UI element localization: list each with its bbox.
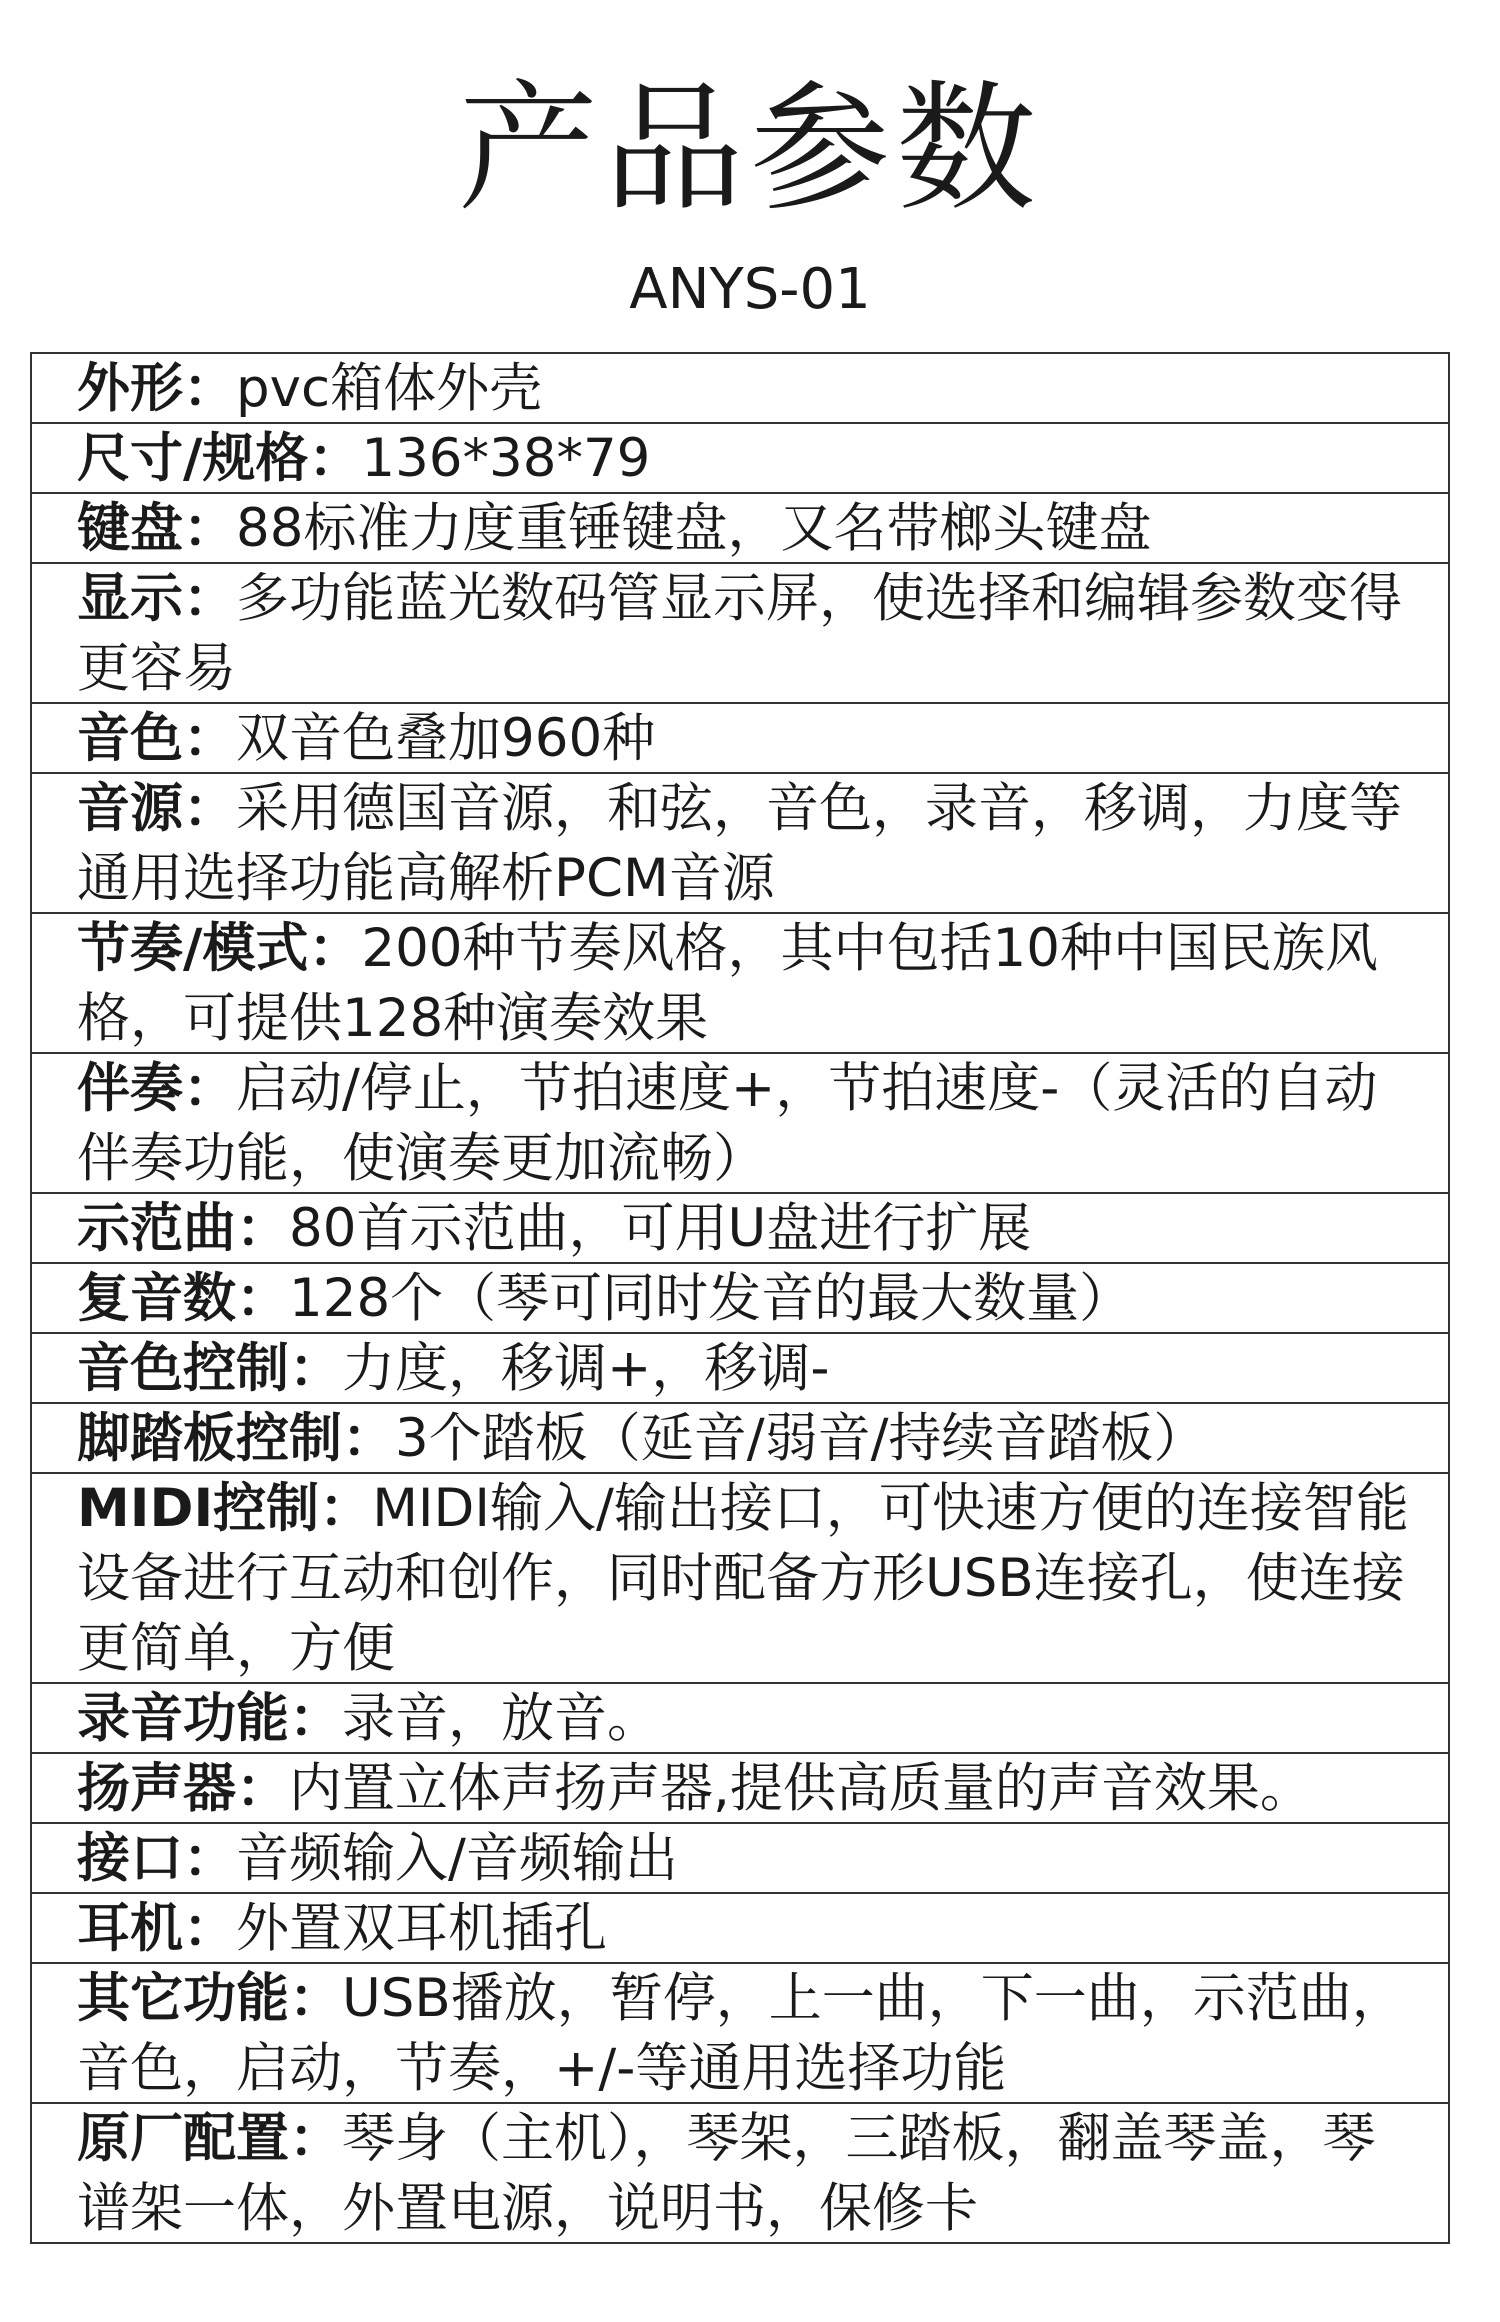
spec-value: 外置双耳机插孔	[236, 1898, 607, 1959]
model-code: ANYS-01	[629, 257, 871, 322]
spec-row-sound-source	[32, 774, 1450, 914]
spec-row-shape	[32, 354, 1450, 424]
spec-row-recording	[32, 1684, 1450, 1754]
spec-key: 显示：	[77, 568, 236, 629]
spec-key: 尺寸/规格：	[77, 428, 362, 489]
spec-key: 音色控制：	[77, 1338, 342, 1399]
page-title: 产品参数	[457, 68, 1042, 231]
spec-value: 3个踏板（延音/弱音/持续音踏板）	[395, 1408, 1207, 1469]
spec-row-demo-songs	[32, 1194, 1450, 1264]
spec-key: 节奏/模式：	[77, 918, 362, 979]
spec-row-pedal-control	[32, 1404, 1450, 1474]
spec-row-rhythm	[32, 914, 1450, 1054]
spec-value: 128个（琴可同时发音的最大数量）	[289, 1268, 1133, 1329]
spec-row-tone	[32, 704, 1450, 774]
spec-key: 扬声器：	[77, 1758, 289, 1819]
spec-row-midi	[32, 1474, 1450, 1684]
spec-row-headphone	[32, 1894, 1450, 1964]
spec-key: MIDI控制：	[77, 1478, 373, 1539]
spec-key: 外形：	[77, 358, 236, 419]
spec-key: 录音功能：	[77, 1688, 342, 1749]
spec-value: 琴身（主机），琴架，三踏板，翻盖琴盖，琴谱架一体，外置电源，说明书，保修卡	[77, 2108, 1376, 2239]
spec-value: 内置立体声扬声器,提供高质量的声音效果。	[289, 1758, 1313, 1819]
spec-key: 脚踏板控制：	[77, 1408, 395, 1469]
spec-key: 接口：	[77, 1828, 236, 1889]
spec-key: 耳机：	[77, 1898, 236, 1959]
spec-value: pvc箱体外壳	[236, 358, 543, 419]
spec-row-other-functions	[32, 1964, 1450, 2104]
spec-row-keyboard	[32, 494, 1450, 564]
spec-value: 136*38*79	[361, 428, 651, 489]
spec-key: 其它功能：	[77, 1968, 342, 2029]
spec-row-speaker	[32, 1754, 1450, 1824]
spec-row-size	[32, 424, 1450, 494]
spec-value: 双音色叠加960种	[236, 708, 656, 769]
spec-table	[30, 352, 1450, 2244]
spec-row-polyphony	[32, 1264, 1450, 1334]
spec-value: 多功能蓝光数码管显示屏，使选择和编辑参数变得更容易	[77, 568, 1402, 699]
spec-value: MIDI输入/输出接口，可快速方便的连接智能设备进行互动和创作，同时配备方形USB连接孔，使连接更简单，方便	[77, 1478, 1409, 1679]
spec-value: 80首示范曲，可用U盘进行扩展	[289, 1198, 1032, 1259]
spec-key: 伴奏：	[77, 1058, 236, 1119]
spec-value: USB播放，暂停，上一曲，下一曲，示范曲，音色，启动，节奏，+/-等通用选择功能	[77, 1968, 1405, 2099]
spec-value: 启动/停止，节拍速度+，节拍速度-（灵活的自动伴奏功能，使演奏更加流畅）	[77, 1058, 1378, 1189]
spec-key: 示范曲：	[77, 1198, 289, 1259]
spec-row-display	[32, 564, 1450, 704]
spec-row-tone-control	[32, 1334, 1450, 1404]
spec-value: 88标准力度重锤键盘，又名带榔头键盘	[236, 498, 1152, 559]
spec-key: 原厂配置：	[77, 2108, 342, 2169]
spec-key: 音源：	[77, 778, 236, 839]
spec-value: 200种节奏风格，其中包括10种中国民族风格，可提供128种演奏效果	[77, 918, 1378, 1049]
spec-row-factory-config	[32, 2104, 1450, 2244]
spec-value: 音频输入/音频输出	[236, 1828, 678, 1889]
spec-key: 键盘：	[77, 498, 236, 559]
spec-row-accompaniment	[32, 1054, 1450, 1194]
spec-value: 采用德国音源，和弦，音色，录音，移调，力度等通用选择功能高解析PCM音源	[77, 778, 1402, 909]
spec-value: 力度，移调+，移调-	[342, 1338, 830, 1399]
spec-row-interface	[32, 1824, 1450, 1894]
spec-key: 复音数：	[77, 1268, 289, 1329]
spec-key: 音色：	[77, 708, 236, 769]
spec-value: 录音，放音。	[342, 1688, 660, 1749]
